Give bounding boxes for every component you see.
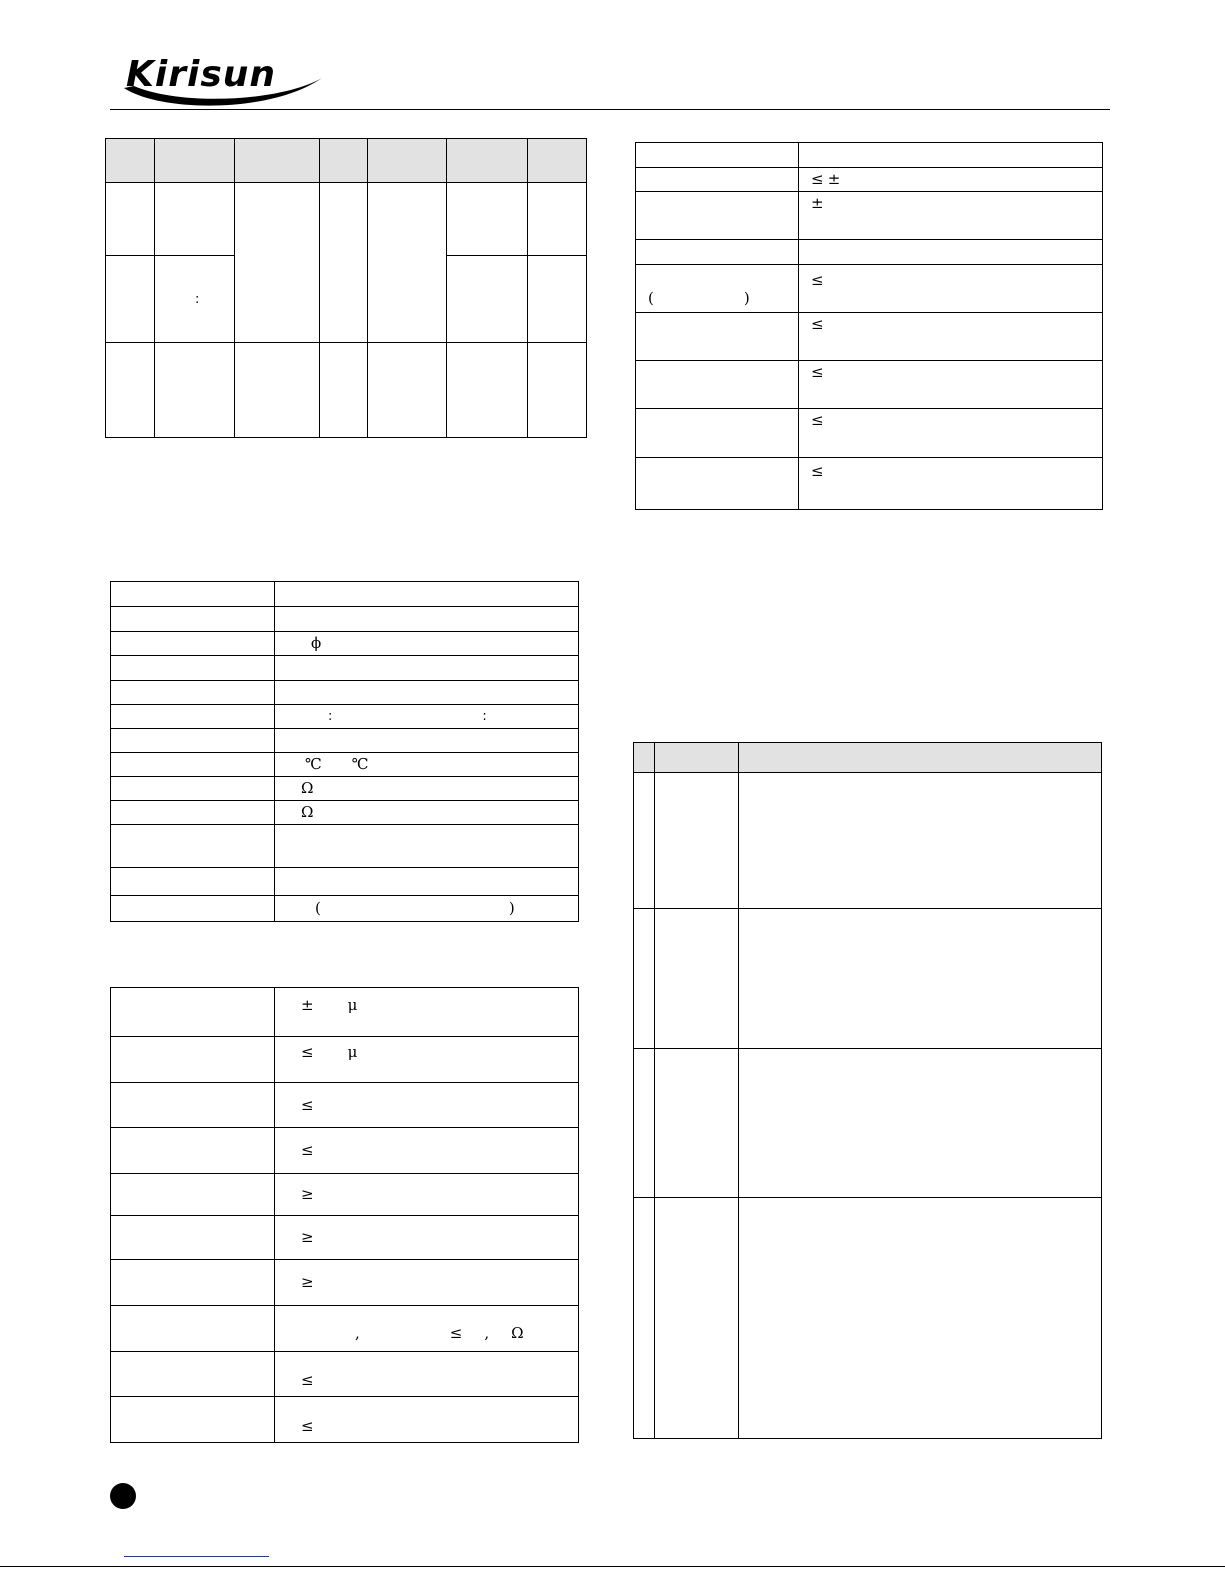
table-row bbox=[111, 988, 579, 1037]
paren-close: ) bbox=[743, 289, 750, 307]
colon-1: : bbox=[328, 709, 333, 724]
greater-equal-symbol: ≥ bbox=[301, 1273, 314, 1291]
plus-minus-symbol: ± bbox=[811, 194, 824, 212]
table-row bbox=[111, 656, 579, 681]
table-row bbox=[634, 909, 1102, 1049]
less-equal-symbol: ≤ bbox=[301, 1371, 314, 1389]
table-row bbox=[111, 1083, 579, 1128]
table-row bbox=[111, 801, 579, 825]
ohm-symbol: Ω bbox=[301, 779, 314, 797]
table-row bbox=[111, 1037, 579, 1083]
table-row bbox=[106, 343, 587, 438]
table-row bbox=[111, 1174, 579, 1216]
degree-celsius-1: ℃ bbox=[305, 755, 322, 773]
page-number-dot bbox=[110, 1483, 136, 1509]
less-equal-symbol: ≤ bbox=[811, 315, 824, 333]
paren-close: ) bbox=[508, 899, 515, 917]
table-row bbox=[111, 705, 579, 729]
ohm-symbol: Ω bbox=[301, 803, 314, 821]
table-row bbox=[111, 1306, 579, 1352]
table-row bbox=[111, 1397, 579, 1443]
table-row bbox=[111, 729, 579, 753]
table-row bbox=[111, 868, 579, 896]
less-equal-symbol: ≤ bbox=[301, 1043, 314, 1061]
table-row bbox=[106, 183, 587, 256]
table-row bbox=[111, 777, 579, 801]
table-row bbox=[636, 361, 1103, 409]
table-row bbox=[106, 139, 587, 183]
table-row bbox=[636, 240, 1103, 265]
table-row bbox=[111, 582, 579, 607]
less-equal-symbol: ≤ bbox=[301, 1141, 314, 1159]
less-equal-symbol: ≤ bbox=[301, 1417, 314, 1435]
table-row bbox=[634, 1049, 1102, 1198]
table-row bbox=[111, 1352, 579, 1397]
table-row bbox=[636, 168, 1103, 192]
less-equal-symbol: ≤ bbox=[449, 1324, 463, 1342]
less-equal-symbol: ≤ bbox=[811, 411, 824, 429]
table-row bbox=[636, 192, 1103, 240]
header-rule bbox=[110, 109, 1110, 110]
less-equal-symbol: ≤ bbox=[811, 363, 824, 381]
less-equal-symbol: ≤ bbox=[811, 170, 824, 188]
table-row bbox=[636, 313, 1103, 361]
ohm-symbol: Ω bbox=[511, 1324, 524, 1342]
kirisun-logo bbox=[120, 48, 326, 110]
logo-wordmark: Kirisun bbox=[126, 54, 277, 95]
micro-symbol: μ bbox=[347, 1043, 358, 1061]
footer-rule bbox=[0, 1566, 1225, 1567]
table-row bbox=[111, 1216, 579, 1260]
table-c bbox=[110, 987, 579, 1443]
phi-symbol: ϕ bbox=[311, 634, 322, 652]
table-row bbox=[111, 825, 579, 868]
greater-equal-symbol: ≥ bbox=[301, 1228, 314, 1246]
comma-1: , bbox=[355, 1324, 360, 1342]
paren-open: ( bbox=[315, 899, 321, 917]
less-equal-symbol: ≤ bbox=[811, 462, 824, 480]
plus-minus-symbol: ± bbox=[301, 996, 314, 1014]
table-row bbox=[111, 1260, 579, 1306]
table-row bbox=[111, 681, 579, 705]
paren-open: ( bbox=[648, 289, 654, 307]
micro-symbol: μ bbox=[347, 996, 358, 1014]
table-row bbox=[634, 743, 1102, 773]
greater-equal-symbol: ≥ bbox=[301, 1185, 314, 1203]
table-row bbox=[636, 458, 1103, 510]
table-row bbox=[634, 1198, 1102, 1439]
table-row bbox=[636, 265, 1103, 313]
table-a-colon: : bbox=[195, 291, 200, 307]
less-equal-symbol: ≤ bbox=[301, 1095, 314, 1114]
table-row bbox=[111, 753, 579, 777]
less-equal-symbol: ≤ bbox=[811, 271, 824, 289]
degree-celsius-2: ℃ bbox=[351, 755, 369, 773]
table-row bbox=[111, 896, 579, 922]
table-e bbox=[633, 742, 1102, 1439]
table-row bbox=[634, 773, 1102, 909]
table-row bbox=[111, 1128, 579, 1174]
table-a bbox=[105, 138, 587, 438]
footer-link-underline[interactable] bbox=[124, 1556, 269, 1557]
table-row bbox=[636, 409, 1103, 458]
plus-minus-symbol: ± bbox=[827, 170, 841, 188]
comma-2: , bbox=[484, 1324, 490, 1342]
table-b bbox=[110, 581, 579, 922]
table-d bbox=[635, 142, 1103, 510]
colon-2: : bbox=[482, 709, 487, 724]
table-row bbox=[636, 143, 1103, 168]
table-row bbox=[111, 607, 579, 632]
table-row bbox=[111, 632, 579, 656]
